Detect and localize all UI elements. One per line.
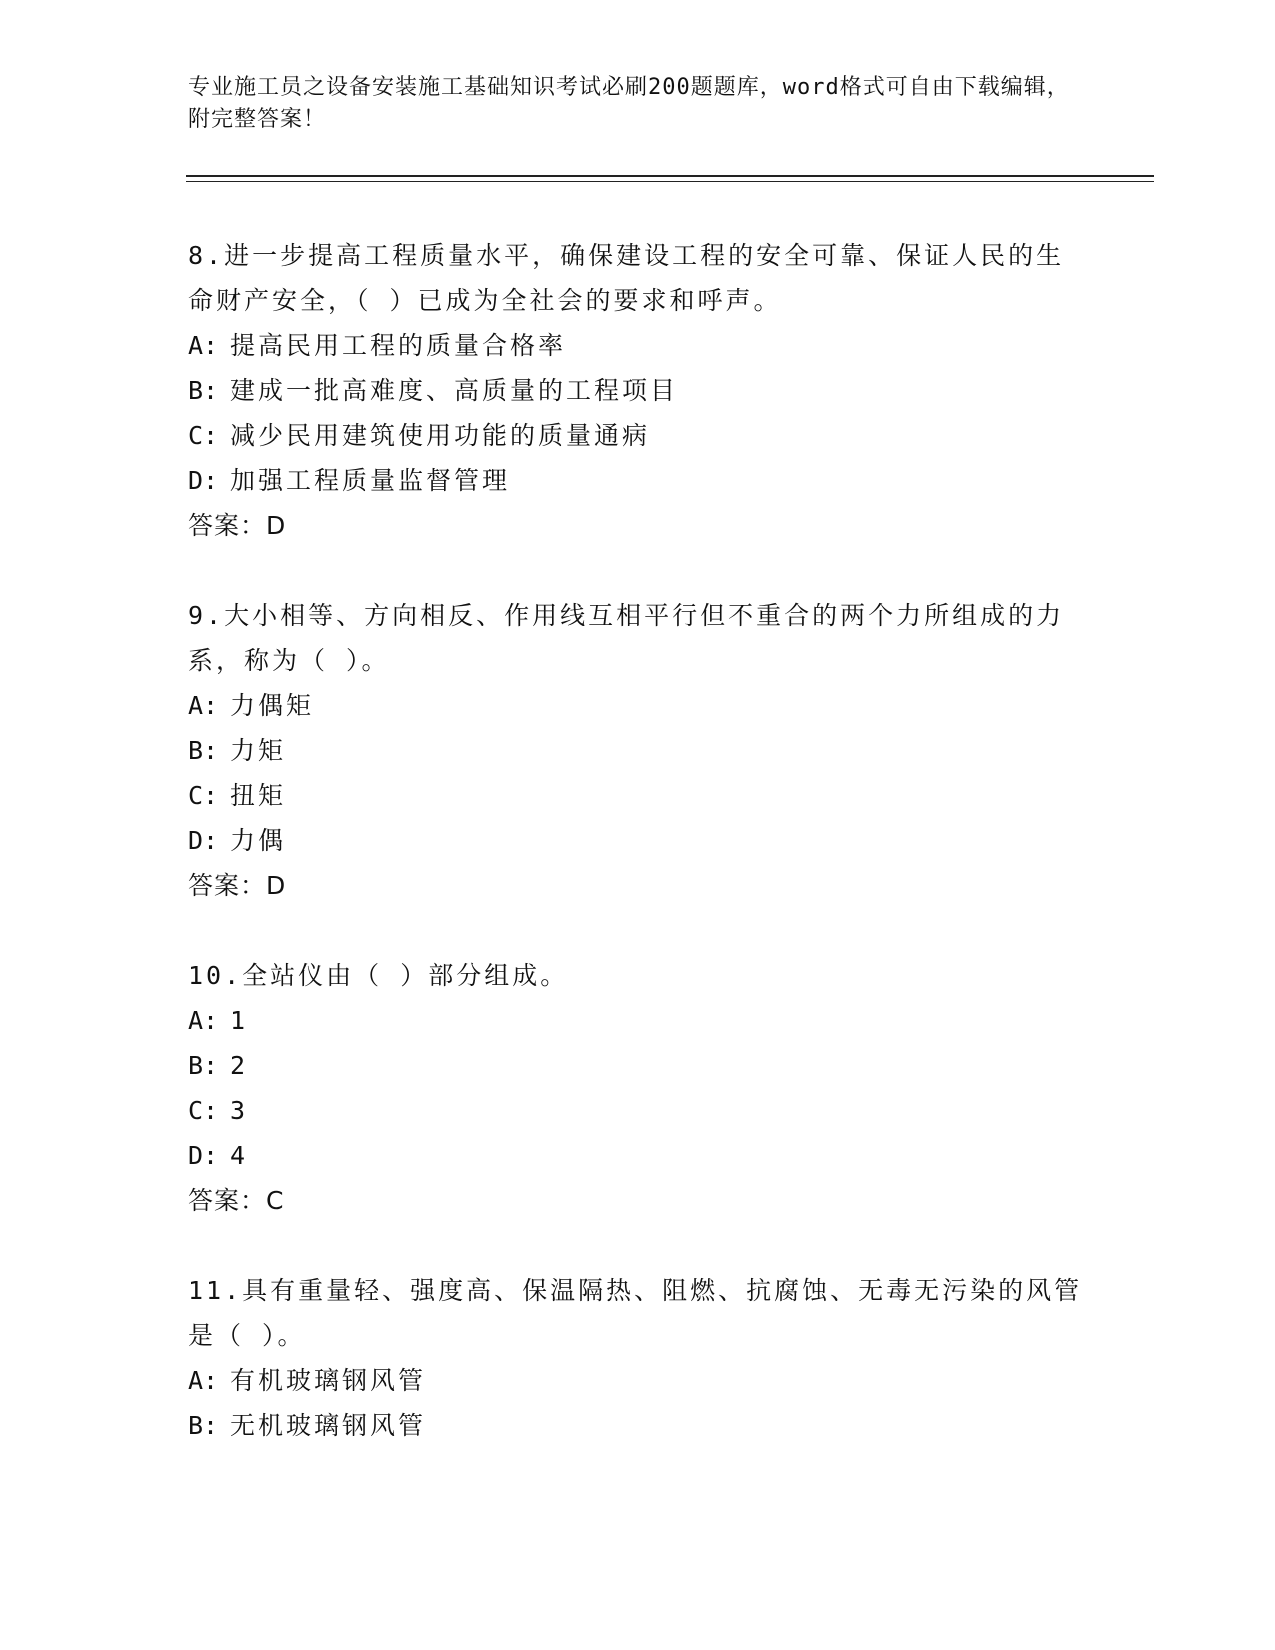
option-text: 减少民用建筑使用功能的质量通病 xyxy=(230,421,651,450)
option-a xyxy=(188,998,1088,1043)
option-key: A: xyxy=(188,1366,219,1395)
option-d xyxy=(188,458,1088,503)
option-key: B: xyxy=(188,376,219,405)
option-text: 力矩 xyxy=(230,736,287,765)
option-key: C: xyxy=(188,1096,219,1125)
question-text: 9.大小相等、方向相反、作用线互相平行但不重合的两个力所组成的力系，称为（ ）。 xyxy=(188,601,1065,675)
option-c xyxy=(188,413,1088,458)
option-key: A: xyxy=(188,1006,219,1035)
option-d xyxy=(188,1133,1088,1178)
option-b xyxy=(188,1403,1088,1448)
header-rule-thick xyxy=(186,175,1154,177)
option-key: C: xyxy=(188,781,219,810)
option-text: 建成一批高难度、高质量的工程项目 xyxy=(230,376,679,405)
option-d xyxy=(188,818,1088,863)
option-c xyxy=(188,1088,1088,1133)
option-key: A: xyxy=(188,691,219,720)
option-key: C: xyxy=(188,421,219,450)
option-key: D: xyxy=(188,826,219,855)
option-text: 无机玻璃钢风管 xyxy=(230,1411,427,1440)
answer: 答案：D xyxy=(188,871,287,900)
option-text: 力偶矩 xyxy=(230,691,315,720)
document-header: 专业施工员之设备安装施工基础知识考试必刷200题题库，word格式可自由下载编辑，附完整答案！ xyxy=(188,75,1070,132)
option-text: 扭矩 xyxy=(230,781,287,810)
option-c xyxy=(188,773,1088,818)
option-b xyxy=(188,728,1088,773)
question-text: 10.全站仪由（ ）部分组成。 xyxy=(188,961,569,990)
option-a xyxy=(188,1358,1088,1403)
option-key: B: xyxy=(188,1411,219,1440)
option-key: D: xyxy=(188,466,219,495)
question-list xyxy=(188,233,1088,1493)
option-text: 1 xyxy=(230,1006,249,1035)
option-key: B: xyxy=(188,1051,219,1080)
question-text: 8.进一步提高工程质量水平，确保建设工程的安全可靠、保证人民的生命财产安全，（ ）已成为全社会的要求和呼声。 xyxy=(188,241,1065,315)
option-key: A: xyxy=(188,331,219,360)
option-key: B: xyxy=(188,736,219,765)
answer: 答案：C xyxy=(188,1186,285,1215)
answer: 答案：D xyxy=(188,511,287,540)
question-9 xyxy=(188,593,1088,908)
option-text: 3 xyxy=(230,1096,249,1125)
question-10 xyxy=(188,953,1088,1223)
question-8 xyxy=(188,233,1088,548)
option-text: 加强工程质量监督管理 xyxy=(230,466,511,495)
question-text: 11.具有重量轻、强度高、保温隔热、阻燃、抗腐蚀、无毒无污染的风管是（ ）。 xyxy=(188,1276,1083,1350)
option-text: 4 xyxy=(230,1141,249,1170)
option-a xyxy=(188,323,1088,368)
option-text: 有机玻璃钢风管 xyxy=(230,1366,427,1395)
option-b xyxy=(188,368,1088,413)
option-b xyxy=(188,1043,1088,1088)
option-text: 2 xyxy=(230,1051,249,1080)
header-rule-thin xyxy=(186,181,1154,182)
option-text: 力偶 xyxy=(230,826,287,855)
option-key: D: xyxy=(188,1141,219,1170)
option-a xyxy=(188,683,1088,728)
option-text: 提高民用工程的质量合格率 xyxy=(230,331,567,360)
question-11 xyxy=(188,1268,1088,1448)
